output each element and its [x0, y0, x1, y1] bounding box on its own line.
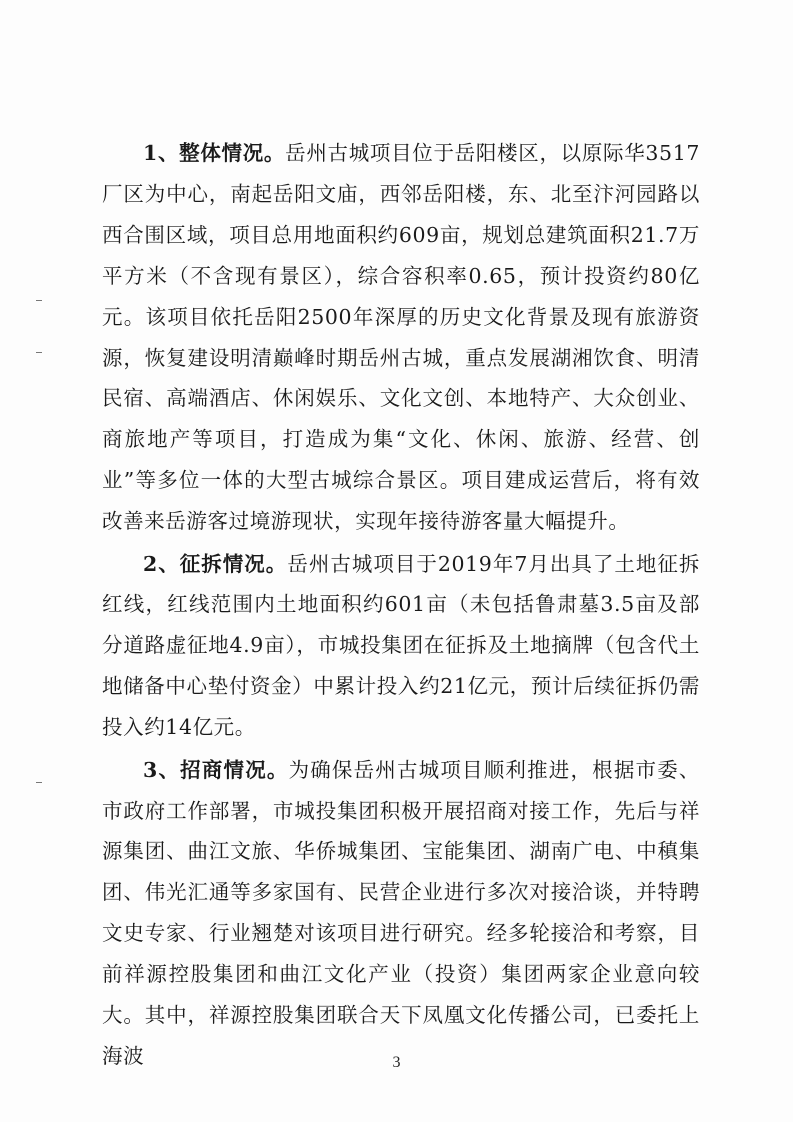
page-number: 3: [392, 1054, 401, 1071]
paragraph-text: 岳州古城项目于2019年7月出具了土地征拆红线，红线范围内土地面积约601亩（未包括鲁肃墓3.5亩及部分道路虚征地4.9亩），市城投集团在征拆及土地摘牌（包含代土地储备中心垫付资金）中累计投入约21亿元，预计后续征拆仍需投入约14亿元。: [102, 551, 701, 740]
scan-margin-mark: [36, 782, 42, 783]
paragraph-heading: 1、整体情况。: [143, 141, 286, 165]
paragraph-investment-situation: [102, 750, 700, 1077]
scan-margin-mark: [36, 352, 42, 353]
paragraph-heading: 3、招商情况。: [143, 757, 289, 782]
document-body: [102, 133, 700, 1078]
paragraph-text: 岳州古城项目位于岳阳楼区，以原际华3517厂区为中心，南起岳阳文庙，西邻岳阳楼，东、北至汴河园路以西合围区域，项目总用地面积约609亩，规划总建筑面积21.7万平方米（不含现有景区），综合容积率0.65，预计投资约80亿元。该项目依托岳阳2500年深厚的历史文化背景及现有旅游资源，恢复建设明清巅峰时期岳州古城，重点发展湖湘饮食、明清民宿、高端酒店、休闲娱乐、文化文创、本地特产、大众创业、商旅地产等项目，打造成为集“文化、休闲、旅游、经营、创业”等多位一体的大型古城综合景区。项目建成运营后，将有效改善来岳游客过境游现状，实现年接待游客量大幅提升。: [102, 141, 700, 534]
paragraph-demolition-situation: [102, 544, 700, 749]
scan-margin-mark: [36, 300, 42, 301]
paragraph-heading: 2、征拆情况。: [143, 551, 288, 576]
paragraph-text: 为确保岳州古城项目顺利推进，根据市委、市政府工作部署，市城投集团积极开展招商对接工作，先后与祥源集团、曲江文旅、华侨城集团、宝能集团、湖南广电、中稹集团、伟光汇通等多家国有、民营企业进行多次对接洽谈，并特聘文史专家、行业翘楚对该项目进行研究。经多轮接洽和考察，目前祥源控股集团和曲江文化产业（投资）集团两家企业意向较大。其中，祥源控股集团联合天下凤凰文化传播公司，已委托上海波: [102, 757, 700, 1068]
paragraph-overall-situation: [102, 133, 700, 542]
